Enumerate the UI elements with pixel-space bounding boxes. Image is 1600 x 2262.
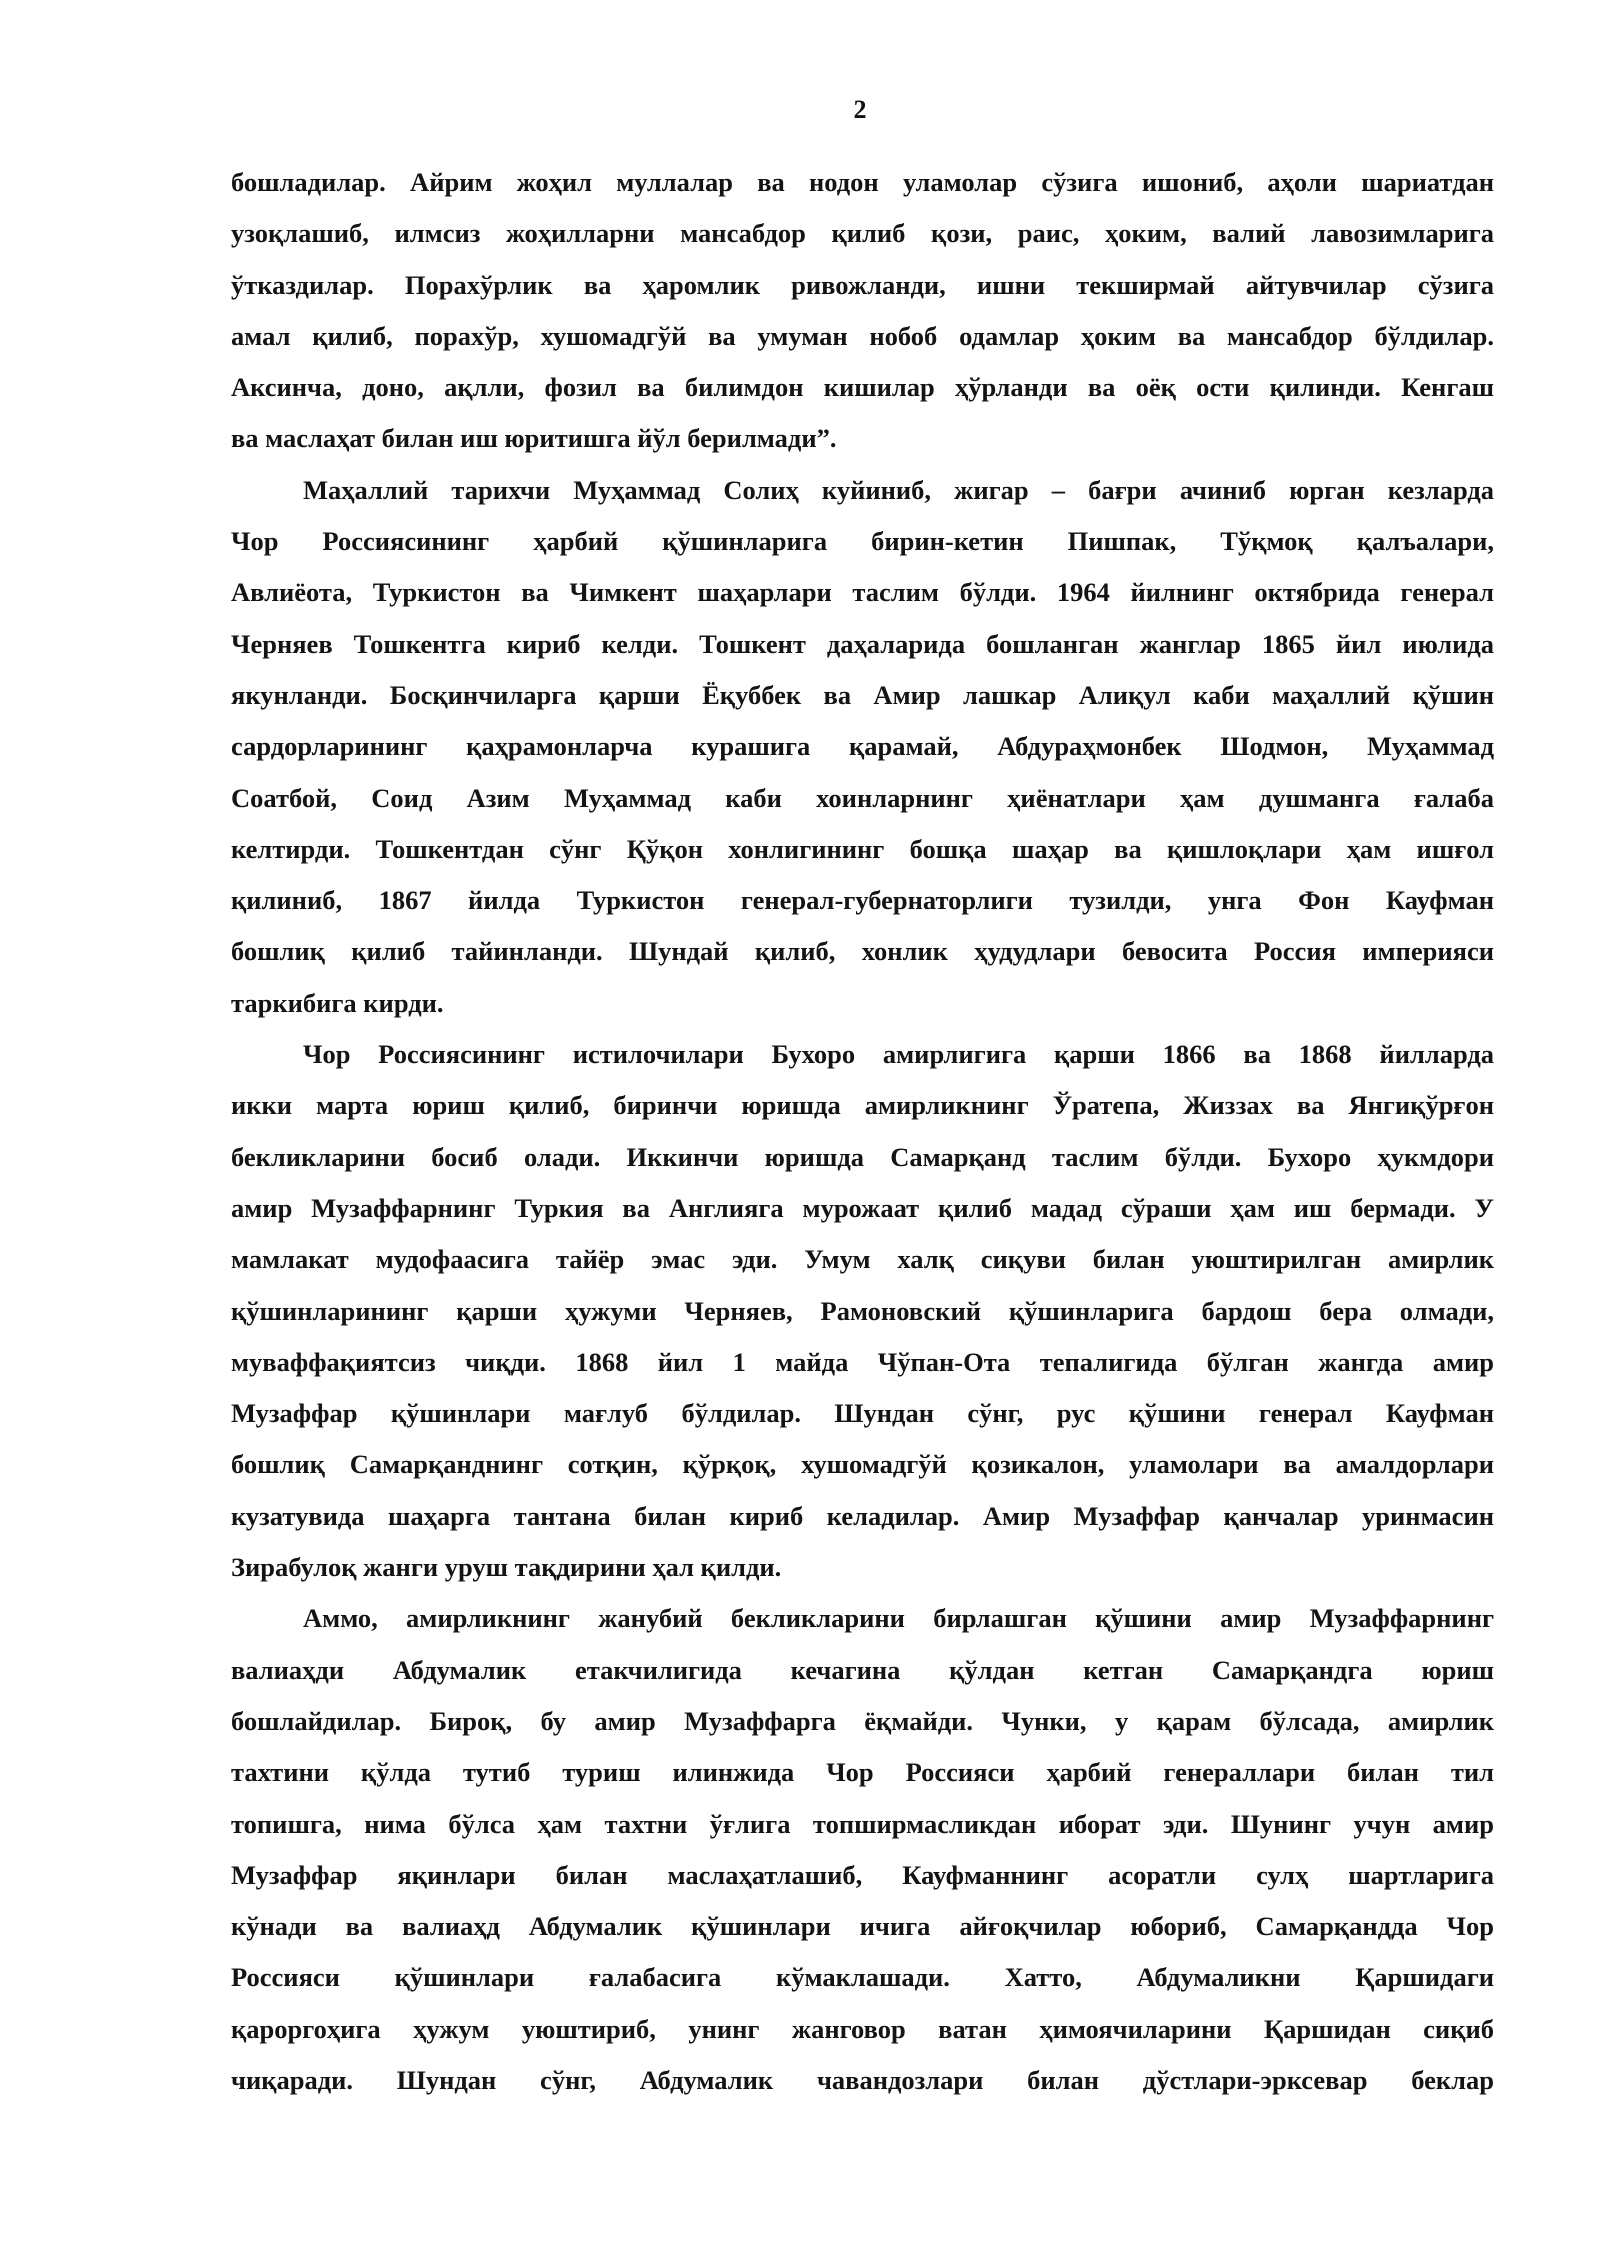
text-line: Россияси қўшинлари ғалабасига кўмаклашади. Хатто, Абдумаликни Қаршидаги xyxy=(231,1962,1494,1993)
text-line: Аммо, амирликнинг жанубий бекликларини бирлашган қўшини амир Музаффарнинг xyxy=(303,1603,1494,1634)
text-line: Музаффар яқинлари билан маслаҳатлашиб, Кауфманнинг асоратли сулҳ шартларига xyxy=(231,1859,1494,1890)
text-line: кўнади ва валиаҳд Абдумалик қўшинлари ичига айғоқчилар юбориб, Самарқандда Чор xyxy=(231,1911,1494,1942)
paragraph xyxy=(231,1029,1494,1593)
text-line: таркибига кирди. xyxy=(231,987,444,1018)
paragraph xyxy=(231,157,1494,465)
text-line: Музаффар қўшинлари мағлуб бўлдилар. Шундан сўнг, рус қўшини генерал Кауфман xyxy=(231,1398,1494,1429)
text-line: тахтини қўлда тутиб туриш илинжида Чор Россияси ҳарбий генераллари билан тил xyxy=(231,1757,1494,1788)
text-line: Чор Россиясининг истилочилари Бухоро амирлигига қарши 1866 ва 1868 йилларда xyxy=(303,1039,1494,1070)
text-line: бошлайдилар. Бироқ, бу амир Музаффарга ёқмайди. Чунки, у қарам бўлсада, амирлик xyxy=(231,1705,1494,1736)
text-line: Зирабулоқ жанги уруш тақдирини ҳал қилди. xyxy=(231,1552,782,1583)
page-number: 2 xyxy=(853,95,867,124)
text-line: бекликларини босиб олади. Иккинчи юришда Самарқанд таслим бўлди. Бухоро ҳукмдори xyxy=(231,1141,1494,1172)
text-line: келтирди. Тошкентдан сўнг Қўқон хонлигининг бошқа шаҳар ва қишлоқлари ҳам ишғол xyxy=(231,833,1494,864)
text-line: амир Музаффарнинг Туркия ва Англияга мурожаат қилиб мадад сўраши ҳам иш бермади. У xyxy=(231,1192,1494,1223)
text-line: Маҳаллий тарихчи Муҳаммад Солиҳ куйиниб, жигар – бағри ачиниб юрган кезларда xyxy=(303,474,1494,505)
text-line: кузатувида шаҳарга тантана билан кириб келадилар. Амир Музаффар қанчалар уринмасин xyxy=(231,1500,1494,1531)
text-line: сардорларининг қаҳрамонларча курашига қарамай, Абдураҳмонбек Шодмон, Муҳаммад xyxy=(231,731,1494,762)
paragraph xyxy=(231,1593,1494,2106)
text-line: ўтказдилар. Порахўрлик ва ҳаромлик ривожланди, ишни текширмай айтувчилар сўзига xyxy=(231,269,1494,300)
text-line: қароргоҳига ҳужум уюштириб, унинг жанговор ватан ҳимоячиларини Қаршидан сиқиб xyxy=(231,2013,1494,2044)
text-line: якунланди. Босқинчиларга қарши Ёқуббек ва Амир лашкар Алиқул каби маҳаллий қўшин xyxy=(231,679,1494,710)
text-line: қўшинларининг қарши ҳужуми Черняев, Рамоновский қўшинларига бардош бера олмади, xyxy=(231,1295,1494,1326)
text-line: Черняев Тошкентга кириб келди. Тошкент даҳаларида бошланган жанглар 1865 йил июлида xyxy=(231,628,1494,659)
text-line: муваффақиятсиз чиқди. 1868 йил 1 майда Чўпан-Ота тепалигида бўлган жангда амир xyxy=(231,1346,1494,1377)
text-line: Авлиёота, Туркистон ва Чимкент шаҳарлари таслим бўлди. 1964 йилнинг октябрида генерал xyxy=(231,577,1494,608)
text-line: мамлакат мудофаасига тайёр эмас эди. Умум халқ сиқуви билан уюштирилган амирлик xyxy=(231,1244,1494,1275)
document-body xyxy=(231,157,1494,2106)
text-line: узоқлашиб, илмсиз жоҳилларни мансабдор қилиб қози, раис, ҳоким, валий лавозимларига xyxy=(231,218,1494,249)
text-line: ва маслаҳат билан иш юритишга йўл берилмади”. xyxy=(231,423,837,454)
text-line: бошлиқ қилиб тайинланди. Шундай қилиб, хонлик ҳудудлари бевосита Россия империяси xyxy=(231,936,1494,967)
text-line: чиқаради. Шундан сўнг, Абдумалик чавандозлари билан дўстлари-эрксевар беклар xyxy=(231,2064,1494,2095)
text-line: Соатбой, Соид Азим Муҳаммад каби хоинларнинг ҳиёнатлари ҳам душманга ғалаба xyxy=(231,782,1494,813)
text-line: бошлиқ Самарқанднинг сотқин, қўрқоқ, хушомадгўй қозикалон, уламолари ва амалдорлари xyxy=(231,1449,1494,1480)
paragraph xyxy=(231,465,1494,1029)
text-line: Чор Россиясининг ҳарбий қўшинларига бирин-кетин Пишпак, Тўқмоқ қалъалари, xyxy=(231,526,1494,557)
text-line: топишга, нима бўлса ҳам тахтни ўғлига топширмасликдан иборат эди. Шунинг учун амир xyxy=(231,1808,1494,1839)
text-line: амал қилиб, порахўр, хушомадгўй ва умуман нобоб одамлар ҳоким ва мансабдор бўлдилар. xyxy=(231,320,1494,351)
text-line: қилиниб, 1867 йилда Туркистон генерал-губернаторлиги тузилди, унга Фон Кауфман xyxy=(231,885,1494,916)
text-line: Аксинча, доно, ақлли, фозил ва билимдон кишилар ҳўрланди ва оёқ ости қилинди. Кенгаш xyxy=(231,372,1494,403)
text-line: икки марта юриш қилиб, биринчи юришда амирликнинг Ўратепа, Жиззах ва Янгиқўрғон xyxy=(231,1090,1494,1121)
text-line: валиаҳди Абдумалик етакчилигида кечагина қўлдан кетган Самарқандга юриш xyxy=(231,1654,1494,1685)
text-line: бошладилар. Айрим жоҳил муллалар ва нодон уламолар сўзига ишониб, аҳоли шариатдан xyxy=(231,167,1494,197)
